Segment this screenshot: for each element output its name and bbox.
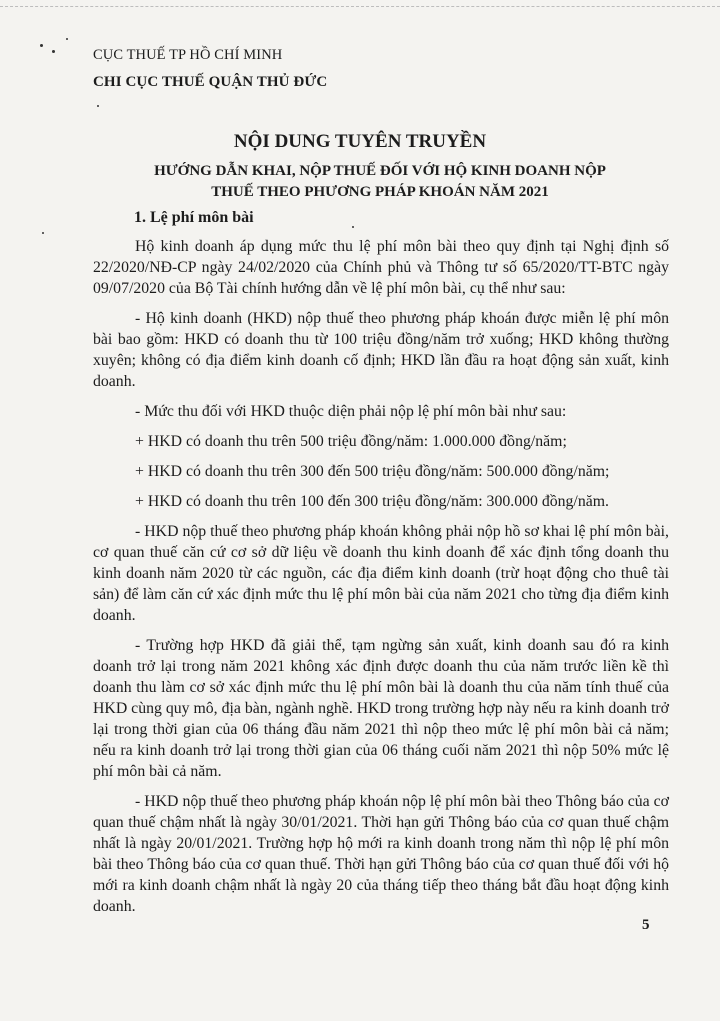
paragraph-fee-level-2: + HKD có doanh thu trên 300 đến 500 triệu đồng/năm: 500.000 đồng/năm; (135, 463, 610, 480)
paragraph-resumed-business: - Trường hợp HKD đã giải thể, tạm ngừng sản xuất, kinh doanh sau đó ra kinh doanh trở lại trong năm 2021 không xác định được doanh thu của năm trước liền kề thì doanh thu làm cơ sở xác định mức thu lệ phí môn bài là doanh thu của năm tính thuế của HKD cùng quy mô, địa bàn, ngành nghề. HKD trong trường hợp này nếu ra kinh doanh trở lại trong thời gian của 06 tháng đầu năm 2021 thì nộp theo mức lệ phí môn bài cả năm; nếu ra kinh doanh trở lại trong thời gian của 06 tháng cuối năm 2021 thì nộp 50% mức lệ phí môn bài cả năm. (93, 637, 669, 780)
paragraph-intro: Hộ kinh doanh áp dụng mức thu lệ phí môn bài theo quy định tại Nghị định số 22/2020/NĐ-CP ngày 24/02/2020 của Chính phủ và Thông tư số 65/2020/TT-BTC ngày 09/07/2020 của Bộ Tài chính hướng dẫn về lệ phí môn bài, cụ thể như sau: (93, 238, 669, 297)
agency-parent: CỤC THUẾ TP HỒ CHÍ MINH (93, 47, 283, 63)
top-scan-edge (0, 6, 720, 7)
paragraph-no-declaration: - HKD nộp thuế theo phương pháp khoán không phải nộp hồ sơ khai lệ phí môn bài, cơ quan thuế căn cứ cơ sở dữ liệu về doanh thu kinh doanh để xác định tổng doanh thu kinh doanh năm 2020 từ các nguồn, các địa điểm kinh doanh (trừ hoạt động cho thuê tài sản) để làm căn cứ xác định mức thu lệ phí môn bài của năm 2021 cho từng địa điểm kinh doanh. (93, 523, 669, 624)
section-heading: 1. Lệ phí môn bài (134, 209, 254, 226)
paragraph-fee-levels: - Mức thu đối với HKD thuộc diện phải nộp lệ phí môn bài như sau: (135, 403, 567, 420)
body-text (93, 236, 669, 926)
paragraph-payment-deadline: - HKD nộp thuế theo phương pháp khoán nộp lệ phí môn bài theo Thông báo của cơ quan thuế chậm nhất là ngày 30/01/2021. Thời hạn gửi Thông báo của cơ quan thuế chậm nhất là ngày 20/01/2021. Trường hợp hộ mới ra kinh doanh trong năm thì nộp lệ phí môn bài theo Thông báo của cơ quan thuế. Thời hạn gửi Thông báo của cơ quan thuế đối với hộ mới ra kinh doanh chậm nhất là ngày 20 của tháng tiếp theo tháng bắt đầu hoạt động kinh doanh. (93, 793, 669, 915)
document-title: NỘI DUNG TUYÊN TRUYỀN (233, 131, 487, 152)
document-subtitle: HƯỚNG DẪN KHAI, NỘP THUẾ ĐỐI VỚI HỘ KINH DOANH NỘP THUẾ THEO PHƯƠNG PHÁP KHOÁN NĂM 2021 (154, 163, 606, 200)
agency-unit: CHI CỤC THUẾ QUẬN THỦ ĐỨC (93, 74, 328, 90)
page-number: 5 (642, 917, 650, 933)
paragraph-fee-level-3: + HKD có doanh thu trên 100 đến 300 triệu đồng/năm: 300.000 đồng/năm. (135, 493, 609, 510)
paragraph-exemption: - Hộ kinh doanh (HKD) nộp thuế theo phương pháp khoán được miễn lệ phí môn bài bao gồm: HKD có doanh thu từ 100 triệu đồng/năm trở xuống; HKD không thường xuyên; không có địa điểm kinh doanh cố định; HKD lần đầu ra hoạt động sản xuất, kinh doanh. (93, 310, 669, 390)
paragraph-fee-level-1: + HKD có doanh thu trên 500 triệu đồng/năm: 1.000.000 đồng/năm; (135, 433, 567, 450)
